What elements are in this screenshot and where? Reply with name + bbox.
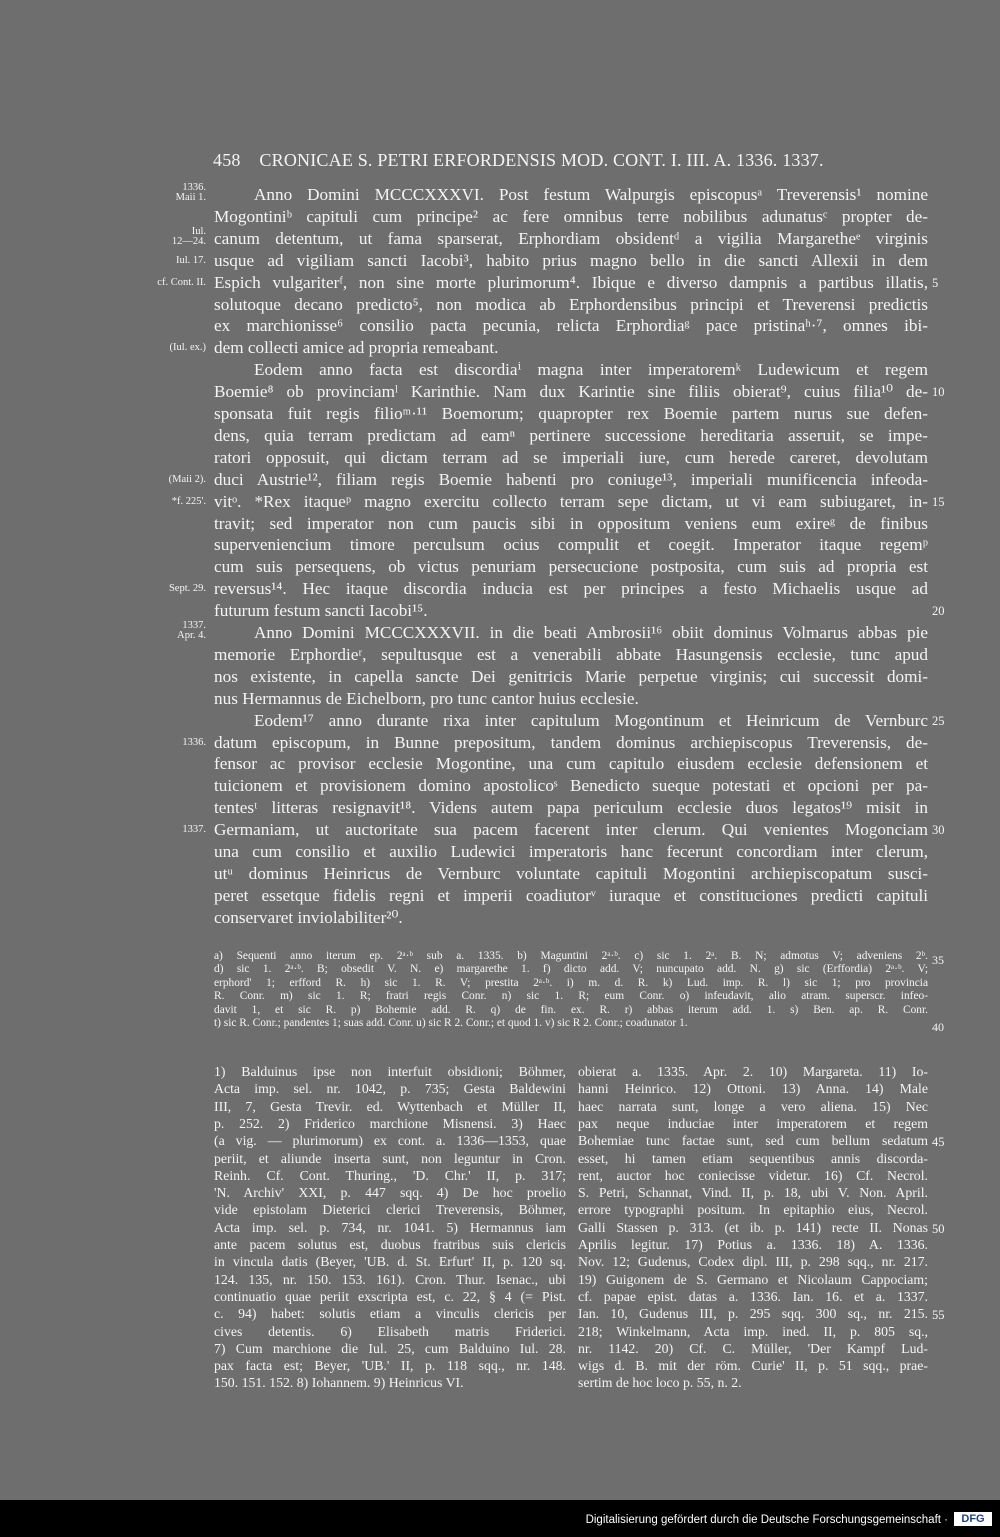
footnote-line: Acta imp. sel. nr. 1042, p. 735; Gesta Baldewini <box>214 1081 566 1097</box>
footnote-line: cf. papae epist. datas a. 1336. Ian. 16. et a. 1337. <box>578 1288 928 1304</box>
footnote-line: obierat a. 1335. Apr. 2. 10) Margareta. 11) Io- <box>578 1064 928 1079</box>
text-line: Eodem¹⁷ anno durante rixa inter capitulum Mogontinum et Heinricum de Vernburc <box>254 710 928 730</box>
text-line: Espich vulgariterᶠ, non sine morte plurimorum⁴. Ibique e diverso dampnis a partibus illatis, <box>214 272 928 292</box>
text-line: ex marchionisse⁶ consilio pacta pecunia, relicta Erphordiaᵍ pace pristinaʰ·⁷, omnes ibi- <box>214 316 928 336</box>
page-number: 458 <box>213 150 241 170</box>
margin-note: cf. Cont. II. <box>157 276 206 288</box>
footnote-line: nr. 1142. 20) Cf. C. Müller, 'Der Kampf Lud- <box>578 1340 928 1356</box>
text-line: travit; sed imperator non cum paucis sibi in oppositum veniens eum exireᵍ de finibus <box>214 513 928 533</box>
text-line: nos existente, in capella sancte Dei genitricis Marie perpetue virginis; cui successit domi- <box>214 666 928 686</box>
text-line: ratori opposuit, qui dictam terram ad se imperiali iure, cum herede careret, devolutam <box>214 447 928 467</box>
footnote-line: 124. 135, nr. 150. 153. 161). Cron. Thur. Isenac., ubi <box>214 1271 566 1287</box>
text-line: tentesᵗ litteras resignavit¹⁸. Videns autem papa periculum ecclesie duos legatos¹⁹ misit in <box>214 798 928 818</box>
footnote-line: 1) Balduinus ipse non interfuit obsidioni; Böhmer, <box>214 1064 566 1079</box>
text-line: Anno Domini MCCCXXXVI. Post festum Walpurgis episcopusᵃ Treverensis¹ nomine <box>254 185 928 204</box>
footnote-line: III, 7, Gesta Trevir. ed. Wyttenbach et Müller II, <box>214 1098 566 1114</box>
text-line: Boemie⁸ ob provinciamˡ Karinthie. Nam dux Karintie sine filiis obierat⁹, cuius filia¹⁰ de- <box>214 382 928 402</box>
line-number: 40 <box>932 1020 944 1034</box>
apparatus-line: erphord' 1; erfford R. h) sic 1. R. V; prestita 2ᵃ·ᵇ. i) m. d. R. k) Lud. imp. R. l) sic 1; pro provincia <box>214 976 928 989</box>
text-line: Anno Domini MCCCXXXVII. in die beati Ambrosii¹⁶ obiit dominus Volmarus abbas pie <box>254 623 928 642</box>
footnote-line: hanni Heinrico. 12) Ottoni. 13) Anna. 14) Male <box>578 1081 928 1097</box>
footnote-line: p. 252. 2) Friderico marchione Misnensi. 3) Haec <box>214 1115 566 1131</box>
footnote-line: 150. 151. 152. 8) Iohannem. 9) Heinricus VI. <box>214 1375 464 1391</box>
apparatus-line: a) Sequenti anno iterum ep. 2ᵃ·ᵇ sub a. 1335. b) Maguntini 2ᵃ·ᵇ. c) sic 1. 2ᵃ. B. N; admotus V; adveniens 2ᵇ. <box>214 950 928 962</box>
footnote-line: pax facta est; Beyer, 'UB.' II, p. 118 sqq., nr. 148. <box>214 1358 566 1374</box>
footnote-line: 218; Winkelmann, Acta imp. ined. II, p. 805 sq., <box>578 1323 928 1339</box>
line-number: 45 <box>932 1135 945 1150</box>
footnote-line: (a vig. — plurimorum) ex cont. a. 1336—1353, quae <box>214 1133 566 1149</box>
margin-note: Sept. 29. <box>168 583 206 595</box>
footnote-line: cives detentis. 6) Elisabeth matris Friderici. <box>214 1323 566 1339</box>
line-number: 10 <box>932 385 945 400</box>
text-line: canum detentum, ut fama sparserat, Erphordiam obsidentᵈ a vigilia Margaretheᵉ virginis <box>214 228 928 248</box>
footnote-line: esset, hi tamen etiam sequentibus annis discorda- <box>578 1150 928 1166</box>
text-line: Germaniam, ut auctoritate sua pacem facerent inter clerum. Qui venientes Mogonciam <box>214 820 928 840</box>
margin-note: Apr. 4. <box>177 630 206 641</box>
line-number: 15 <box>932 494 945 509</box>
text-line: futurum festum sancti Iacobi¹⁵. <box>214 601 428 621</box>
line-number: 30 <box>932 823 945 838</box>
margin-note: Iul. 17. <box>175 254 206 266</box>
footnote-line: Acta imp. sel. p. 734, nr. 1041. 5) Hermannus iam <box>214 1219 566 1235</box>
footnote-line: errore typographi positum. In epitaphio eius, Necrol. <box>578 1202 928 1218</box>
text-line: una cum consilio et auxilio Ludewici imperatoris hanc fecerunt concordiam inter clerum, <box>214 842 928 861</box>
footnote-line: Nov. 12; Gudenus, Codex dipl. III, p. 298 sqq., nr. 217. <box>578 1254 928 1270</box>
line-number: 35 <box>932 953 944 967</box>
text-line: memorie Erphordieʳ, sepultusque est a venerabili abbate Hasungensis ecclesie, tunc apud <box>214 644 928 664</box>
apparatus-line: davit 1, et sic R. p) Bohemie add. R. q) de fin. ex. R. r) abbas iterum add. 1. s) Ben. ap. R. Conr. <box>214 1003 928 1016</box>
footnote-line: vide epistolam Dieterici clerici Treverensis, Böhmer, <box>214 1202 566 1218</box>
footnote-line: continuatio quae periit exscripta est, c. 22, § 4 (= Pist. <box>214 1288 566 1304</box>
apparatus-line: t) sic R. Conr.; pandentes 1; suas add. Conr. u) sic R 2. Conr.; et quod 1. v) sic R 2. Conr.; coadunator 1. <box>214 1017 688 1029</box>
text-line: dens, quia terram predictam ad eamⁿ pertinere successione hereditaria asseruit, se impe- <box>214 425 928 445</box>
margin-note: (Maii 2). <box>168 473 206 485</box>
footnote-line: wigs d. B. mit der röm. Curie' II, p. 51 sqq., prae- <box>578 1358 928 1374</box>
line-number: 5 <box>932 275 939 290</box>
line-number: 20 <box>932 604 945 619</box>
footnote-line: pax neque induciae inter imperatorem et regem <box>578 1115 928 1131</box>
text-line: reversus¹⁴. Hec itaque discordia inducia est per principes a festo Michaelis usque ad <box>214 579 928 599</box>
margin-note: 1336. <box>182 182 206 193</box>
text-line: solutoque decano predicto⁵, non modica ab Erphordensibus principi et Treverensi predictis <box>214 294 928 314</box>
page-header <box>213 150 824 171</box>
text-line: tuicionem et provisionem domino apostolicoˢ Benedicto sueque potestati et opcioni per pa- <box>214 776 928 796</box>
margin-note: 1336. <box>182 736 206 748</box>
text-line: Eodem anno facta est discordiaⁱ magna inter imperatoremᵏ Ludewicum et regem <box>254 360 928 380</box>
footnote-line: 'N. Archiv' XXI, p. 447 sqq. 4) De hoc proelio <box>214 1185 566 1201</box>
margin-note: *f. 225'. <box>171 495 206 507</box>
text-line: usque ad vigiliam sancti Iacobi³, habito prius magno bello in die sancti Allexii in dem <box>214 250 928 270</box>
footnote-line: Reinh. Cf. Cont. Thuring., 'D. Chr.' II, p. 317; <box>214 1167 566 1183</box>
margin-note: Maii 1. <box>175 192 206 203</box>
running-title: CRONICAE S. PETRI ERFORDENSIS MOD. CONT. I. III. A. 1336. 1337. <box>259 150 824 170</box>
text-line: fensor ac provisor ecclesie Mogontine, una cum capitulo eiusdem ecclesie defensionem et <box>214 754 928 774</box>
apparatus-line: R. Conr. m) sic 1. R; fratri regis Conr. n) sic 1. R; eum Conr. o) infeudavit, alio atram. superscr. infeo- <box>214 990 928 1003</box>
text-line: cum suis persequens, ob victus penuriam persecucione postposita, cum suis ad propria est <box>214 557 928 577</box>
text-line: sponsata fuit regis filioᵐ·¹¹ Boemorum; quapropter rex Boemie partem nurus sue defen- <box>214 404 928 423</box>
footnote-line: periit, et aliunde inserta sunt, non leguntur in Cron. <box>214 1150 566 1166</box>
text-line: datum episcopum, in Bunne prepositum, tandem dominus archiepiscopus Treverensis, de- <box>214 732 928 752</box>
line-number: 55 <box>932 1308 945 1323</box>
line-number: 50 <box>932 1221 945 1236</box>
margin-note: 12—24. <box>171 235 206 247</box>
line-number: 25 <box>932 713 945 728</box>
text-line: dem collecti amice ad propria remeabant. <box>214 338 499 358</box>
margin-note: (Iul. ex.) <box>169 342 206 354</box>
margin-note: 1337. <box>182 620 206 631</box>
footnote-line: haec narrata sunt, longe a vero aliena. 15) Nec <box>578 1098 928 1114</box>
text-line: vitᵒ. *Rex itaqueᵖ magno exercitu collecto terram sepe dictam, ut vi eam subiugaret, in- <box>214 491 928 511</box>
footnote-line: 19) Guigonem de S. Germano et Nicolaum Cappociam; <box>578 1271 928 1287</box>
text-line: utᵘ dominus Heinricus de Vernburc voluntate capituli Mogontini archiepiscopatum susci- <box>214 863 928 883</box>
footnote-line: ante pacem solutus est, duobus fratribus suis clericis <box>214 1237 566 1252</box>
footnote-line: Galli Stassen p. 313. (et ib. p. 141) recte II. Nonas <box>578 1219 928 1235</box>
footnote-line: 7) Cum marchione die Iul. 25, cum Balduino Iul. 28. <box>214 1340 566 1356</box>
text-line: duci Austrie¹², filiam regis Boemie habenti pro coniuge¹³, imperiali munificencia infeoda- <box>214 469 928 489</box>
text-line: nus Hermannus de Eichelborn, pro tunc cantor huius ecclesie. <box>214 688 639 708</box>
text-line: Mogontiniᵇ capituli cum principe² ac fere omnibus terre nobilibus adunatusᶜ propter de- <box>214 206 928 226</box>
funding-credit: Digitalisierung gefördert durch die Deutsche Forschungsgemeinschaft · <box>585 1514 948 1526</box>
footnote-line: rent, auctor hoc coniecisse videtur. 16) Cf. Necrol. <box>578 1167 928 1183</box>
dfg-logo: DFG <box>954 1512 992 1526</box>
footnote-line: Ian. 10, Gudenus III, p. 295 sqq. 300 sq., nr. 215. <box>578 1306 928 1322</box>
margin-note: Iul. <box>191 225 206 237</box>
footnote-line: Aprilis legitur. 17) Potius a. 1336. 18) A. 1336. <box>578 1237 928 1252</box>
text-line: conservaret inviolabiliter²⁰. <box>214 907 403 927</box>
margin-note: 1337. <box>182 824 206 836</box>
apparatus-line: d) sic 1. 2ᵃ·ᵇ. B; obsedit V. N. e) margarethe 1. f) dicto add. V; nuncupato add. N. g) sic (Erffordia) 2ᵃ·ᵇ. V; <box>214 963 928 976</box>
text-line: peret essetque fidelis regni et imperii coadiutorᵛ iuraque et constituciones predicti capituli <box>214 885 928 905</box>
footnote-line: sertim de hoc loco p. 55, n. 2. <box>578 1375 742 1391</box>
footnote-line: S. Petri, Schannat, Vind. II, p. 18, ubi V. Non. April. <box>578 1185 928 1201</box>
footer-bar <box>0 1500 1000 1537</box>
footnote-line: in vincula datis (Beyer, 'UB. d. St. Erfurt' II, p. 120 sq. <box>214 1254 566 1270</box>
footnote-line: c. 94) habet: solutis etiam a vinculis clericis per <box>214 1306 566 1322</box>
text-line: superveniencium timore perculsum ocius compulit et coegit. Imperator itaque regemᵖ <box>214 535 928 555</box>
footnote-line: Bohemiae tunc factae sunt, sed cum bellum sedatum <box>578 1133 928 1149</box>
